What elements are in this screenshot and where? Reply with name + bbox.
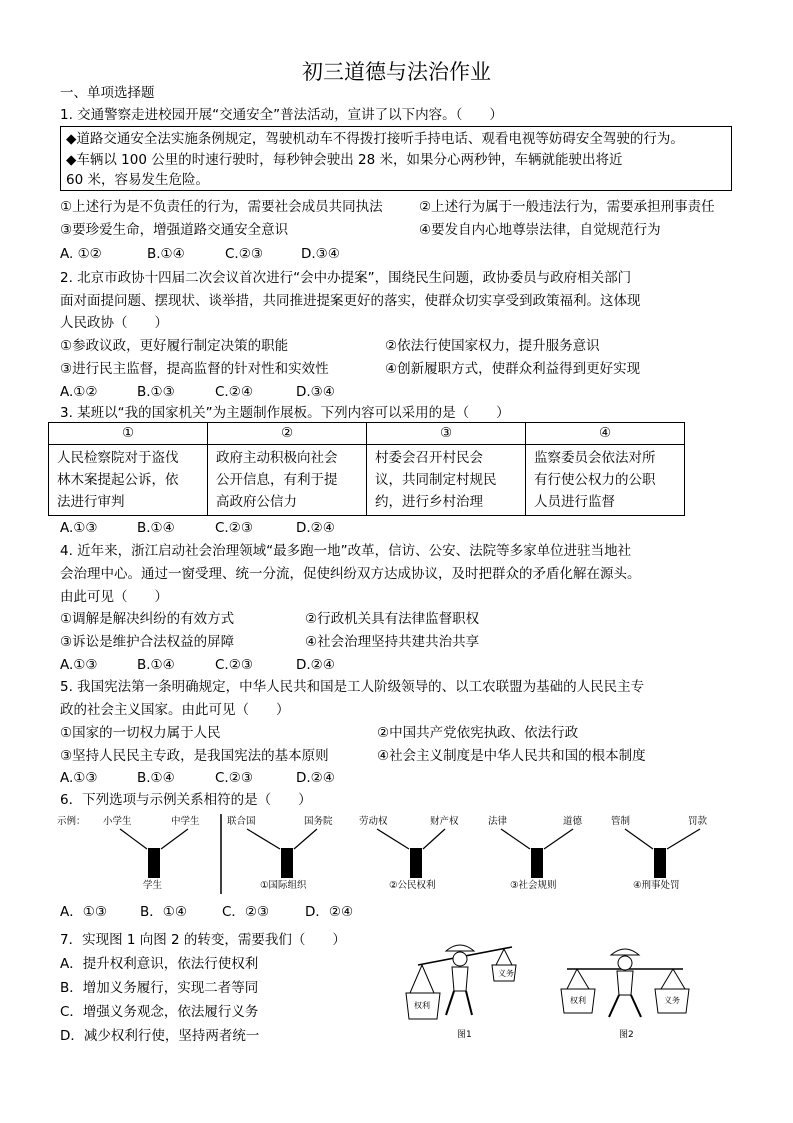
q1-option-1: ①上述行为是不负责任的行为，需要社会成员共同执法 — [60, 199, 383, 215]
q6-item-2-right: 财产权 — [430, 816, 459, 827]
q7-option-a[interactable]: A．提升权利意识，依法行使权利 — [60, 956, 259, 972]
q4-choice-c[interactable]: C.②③ — [215, 657, 253, 673]
q6-item-3-left: 法律 — [488, 816, 508, 827]
q7-fig1-label: 图1 — [457, 1030, 472, 1040]
q3-stem: 3. 某班以“我的国家机关”为主题制作展板。下列内容可以采用的是（ ） — [60, 405, 510, 421]
q6-diagram — [55, 812, 725, 894]
q2-choice-a[interactable]: A.①② — [60, 384, 98, 400]
q7-fig2-left-bag: 权利 — [570, 996, 586, 1005]
q5-choice-b[interactable]: B.①④ — [137, 770, 175, 786]
q6-item-4-left: 管制 — [611, 816, 631, 827]
q6-choice-b[interactable]: B．①④ — [140, 904, 187, 920]
q6-choice-d[interactable]: D．②④ — [305, 904, 354, 920]
q5-option-1: ①国家的一切权力属于人民 — [60, 725, 221, 741]
q3-choice-a[interactable]: A.①③ — [60, 520, 98, 536]
q1-option-2: ②上述行为属于一般违法行为，需要承担刑事责任 — [419, 199, 715, 215]
q6-item-3-right: 道德 — [563, 816, 583, 827]
q2-option-2: ②依法行使国家权力，提升服务意识 — [385, 338, 600, 354]
q2-choice-c[interactable]: C.②④ — [215, 384, 253, 400]
q1-box-line-1: ◆道路交通安全法实施条例规定，驾驶机动车不得拨打接听手持电话、观看电视等妨碍安全驾驶的行为。 — [66, 131, 684, 147]
q3-header-3: ③ — [367, 423, 526, 445]
q3-header-1: ① — [49, 423, 208, 445]
q3-choice-b[interactable]: B.①④ — [137, 520, 175, 536]
q7-option-d[interactable]: D．减少权利行使，坚持两者统一 — [60, 1028, 260, 1044]
q5-option-3: ③坚持人民民主专政，是我国宪法的基本原则 — [60, 748, 329, 764]
q6-item-1-left: 联合国 — [227, 816, 256, 827]
q4-option-3: ③诉讼是维护合法权益的屏障 — [60, 634, 235, 650]
q3-choice-d[interactable]: D.②④ — [296, 520, 335, 536]
q1-box-line-2: ◆车辆以 100 公里的时速行驶时，每秒钟会驶出 28 米，如果分心两秒钟，车辆就能驶出将近 — [66, 152, 623, 168]
q1-stem: 1. 交通警察走进校园开展“交通安全”普法活动，宣讲了以下内容。（ ） — [60, 107, 503, 123]
q3-header-4: ④ — [526, 423, 685, 445]
q4-stem-line-2: 会治理中心。通过一窗受理、统一分流，促使纠纷双方达成协议，及时把群众的矛盾化解在源头。 — [60, 566, 641, 582]
q2-stem-line-1: 2. 北京市政协十四届二次会议首次进行“会中办提案”，围绕民生问题，政协委员与政府相关部门 — [60, 270, 632, 286]
q2-stem-line-2: 面对面提问题、摆现状、谈举措，共同推进提案更好的落实，使群众切实享受到政策福利。这体现 — [60, 293, 641, 309]
q4-choice-a[interactable]: A.①③ — [60, 657, 98, 673]
q4-choice-b[interactable]: B.①④ — [137, 657, 175, 673]
q5-choice-c[interactable]: C.②③ — [215, 770, 253, 786]
q4-choice-d[interactable]: D.②④ — [296, 657, 335, 673]
q4-option-4: ④社会治理坚持共建共治共享 — [305, 634, 480, 650]
q6-example-left: 小学生 — [103, 816, 132, 827]
q7-figure-1 — [400, 935, 530, 1045]
q1-choice-b[interactable]: B.①④ — [147, 246, 185, 262]
q5-stem-line-1: 5. 我国宪法第一条明确规定，中华人民共和国是工人阶级领导的、以工农联盟为基础的人民民主专 — [60, 679, 645, 695]
q4-stem-line-1: 4. 近年来，浙江启动社会治理领域“最多跑一地”改革，信访、公安、法院等多家单位进驻当地社 — [60, 543, 632, 559]
page-title: 初三道德与法治作业 — [302, 60, 491, 84]
q1-box-line-3: 60 米，容易发生危险。 — [66, 172, 209, 188]
q6-choice-a[interactable]: A．①③ — [60, 904, 107, 920]
q6-item-1-right: 国务院 — [304, 816, 333, 827]
q2-stem-line-3: 人民政协（ ） — [60, 315, 168, 331]
section-heading: 一、单项选择题 — [60, 85, 155, 101]
q6-choice-c[interactable]: C．②③ — [222, 904, 270, 920]
q7-option-b[interactable]: B．增加义务履行，实现二者等同 — [60, 980, 259, 996]
q2-choice-b[interactable]: B.①③ — [137, 384, 175, 400]
q5-choice-d[interactable]: D.②④ — [296, 770, 335, 786]
q4-stem-line-3: 由此可见（ ） — [60, 589, 168, 605]
q7-fig2-right-bag: 义务 — [664, 996, 680, 1005]
q7-option-c[interactable]: C．增强义务观念，依法履行义务 — [60, 1004, 259, 1020]
q6-item-2-left: 劳动权 — [359, 816, 388, 827]
q2-option-1: ①参政议政，更好履行制定决策的职能 — [60, 338, 289, 354]
q2-choice-d[interactable]: D.③④ — [296, 384, 335, 400]
q7-fig1-right-bag: 义务 — [498, 969, 514, 978]
q6-item-3 — [488, 815, 583, 891]
q5-option-2: ②中国共产党依宪执政、依法行政 — [377, 725, 579, 741]
q7-stem: 7．实现图 1 向图 2 的转变，需要我们（ ） — [60, 932, 346, 948]
q6-item-2-bottom: ②公民权利 — [389, 880, 436, 891]
q2-option-3: ③进行民主监督，提高监督的针对性和实效性 — [60, 361, 329, 377]
q6-item-2 — [359, 815, 459, 891]
q6-example-right: 中学生 — [171, 816, 200, 827]
q3-header-2: ② — [208, 423, 367, 445]
q6-item-1 — [227, 815, 333, 891]
q2-option-4: ④创新履职方式，使群众利益得到更好实现 — [385, 361, 641, 377]
q4-option-2: ②行政机关具有法律监督职权 — [305, 611, 480, 627]
q3-cell-2: 政府主动积极向社会 公开信息，有利于提 高政府公信力 — [208, 445, 367, 516]
q1-option-3: ③要珍爱生命，增强道路交通安全意识 — [60, 222, 289, 238]
q3-table — [48, 422, 685, 516]
q3-choice-c[interactable]: C.②③ — [215, 520, 253, 536]
q6-item-4-bottom: ④刑事处罚 — [633, 880, 680, 891]
q7-fig1-left-bag: 权利 — [414, 1001, 430, 1010]
q6-item-4 — [611, 815, 708, 891]
q6-example-bottom: 学生 — [143, 880, 163, 891]
q6-item-1-bottom: ①国际组织 — [260, 880, 307, 891]
q1-choice-d[interactable]: D.③④ — [301, 246, 340, 262]
q6-example — [57, 815, 200, 891]
q6-item-4-right: 罚款 — [688, 816, 708, 827]
q6-item-3-bottom: ③社会规则 — [510, 880, 557, 891]
q7-figure-2 — [555, 945, 695, 1045]
q3-cell-1: 人民检察院对于盗伐 林木案提起公诉，依 法进行审判 — [49, 445, 208, 516]
q5-option-4: ④社会主义制度是中华人民共和国的根本制度 — [377, 748, 646, 764]
q3-cell-4: 监察委员会依法对所 有行使公权力的公职 人员进行监督 — [526, 445, 685, 516]
q3-cell-3: 村委会召开村民会 议，共同制定村规民 约，进行乡村治理 — [367, 445, 526, 516]
q1-option-4: ④要发自内心地尊崇法律，自觉规范行为 — [419, 222, 661, 238]
q7-fig2-label: 图2 — [619, 1030, 634, 1040]
q4-option-1: ①调解是解决纠纷的有效方式 — [60, 611, 235, 627]
q5-stem-line-2: 政的社会主义国家。由此可见（ ） — [60, 702, 290, 718]
q5-choice-a[interactable]: A.①③ — [60, 770, 98, 786]
q1-choice-a[interactable]: A. ①② — [60, 246, 102, 262]
q1-choice-c[interactable]: C.②③ — [225, 246, 263, 262]
q6-stem: 6．下列选项与示例关系相符的是（ ） — [60, 792, 312, 808]
q6-example-prefix: 示例： — [57, 816, 86, 827]
